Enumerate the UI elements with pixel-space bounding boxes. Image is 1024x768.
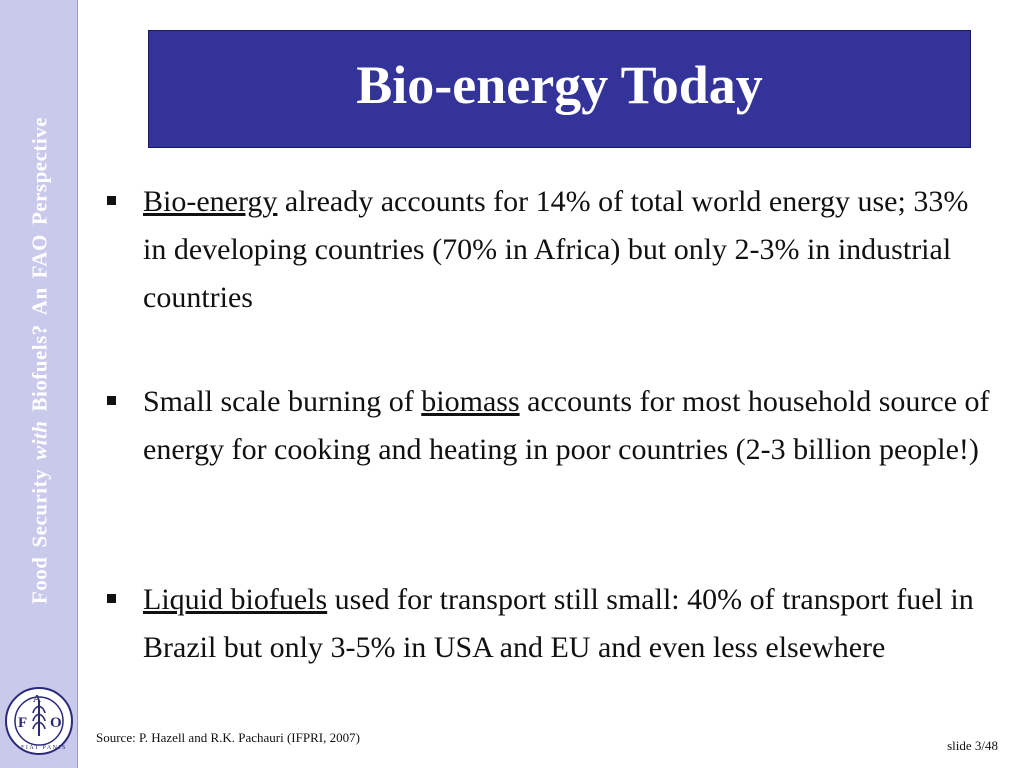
svg-text:A: A bbox=[33, 693, 41, 705]
sidebar-word: Food bbox=[27, 556, 52, 605]
bullet-item: Bio-energy already accounts for 14% of total world energy use; 33% in developing countries (70% in Africa) but only 2-3% in industrial countries bbox=[103, 178, 993, 322]
bullet-square-icon bbox=[107, 196, 116, 205]
underlined-term: Bio-energy bbox=[143, 185, 278, 218]
sidebar-word: An bbox=[27, 287, 52, 316]
sidebar-word: Security bbox=[27, 468, 52, 548]
underlined-term: biomass bbox=[421, 385, 520, 418]
fao-wheat-logo-icon bbox=[4, 686, 74, 756]
source-citation: Source: P. Hazell and R.K. Pachauri (IFPRI, 2007) bbox=[96, 730, 360, 745]
bullet-square-icon bbox=[107, 396, 116, 405]
bullet-square-icon bbox=[107, 594, 116, 603]
sidebar-word: FAO bbox=[27, 234, 52, 279]
title-banner bbox=[148, 30, 971, 148]
svg-text:FIAT PANIS: FIAT PANIS bbox=[21, 745, 67, 751]
svg-text:F: F bbox=[18, 715, 28, 731]
slide-title: Bio-energy Today bbox=[356, 55, 763, 115]
bullet-item: Small scale burning of biomass accounts for most household source of energy for cooking and heating in poor countries (2-3 billion people!) bbox=[103, 378, 993, 474]
sidebar-word: Perspective bbox=[27, 116, 52, 226]
svg-text:O: O bbox=[50, 715, 62, 731]
sidebar bbox=[0, 0, 78, 768]
slide-number: slide 3/48 bbox=[947, 738, 998, 753]
sidebar-title bbox=[28, 108, 53, 604]
underlined-term: Liquid biofuels bbox=[143, 583, 328, 616]
sidebar-word: Biofuels? bbox=[27, 324, 52, 412]
sidebar-word: with bbox=[27, 420, 52, 460]
bullet-item: Liquid biofuels used for transport still small: 40% of transport fuel in Brazil but only 3-5% in USA and EU and even less elsewhere bbox=[103, 576, 993, 672]
